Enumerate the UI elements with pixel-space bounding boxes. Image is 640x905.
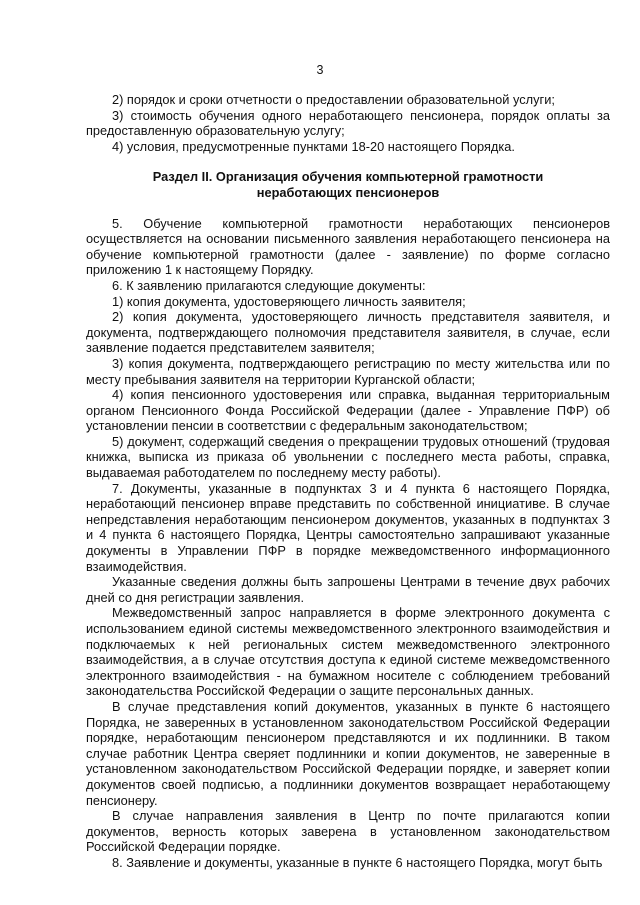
paragraph-6: 6. К заявлению прилагаются следующие документы: (112, 277, 426, 293)
section-heading (86, 169, 610, 200)
page-number: 3 (316, 63, 324, 77)
paragraph-8: 8. Заявление и документы, указанные в пункте 6 настоящего Порядка, могут быть (112, 854, 603, 870)
list-item: 1) копия документа, удостоверяющего личность заявителя; (112, 293, 466, 309)
list-item: 2) порядок и сроки отчетности о предоставлении образовательной услуги; (112, 92, 555, 107)
paragraph: В случае представления копий документов, указанных в пункте 6 настоящего Порядка, не заверенных в установленном законодательством Российской Федерации порядке, неработающим пенсионером представляются и их подлинники. В таком случае работник Центра сверяет подлинники и копии документов, не заверенные в установленном законодательством Российской Федерации порядке, и заверяет копии документов своей подписью, а подлинники документов возвращает неработающему пенсионеру. (86, 698, 610, 808)
list-item: 5) документ, содержащий сведения о прекращении трудовых отношений (трудовая книжка, выписка из приказа об увольнении с последнего места работы, справка, выдаваемая работодателем по последнему месту работы). (86, 433, 610, 481)
section-heading-line-1: Раздел II. Организация обучения компьютерной грамотности (152, 169, 544, 185)
list-item: 4) условия, предусмотренные пунктами 18-20 настоящего Порядка. (112, 138, 515, 154)
paragraph: Указанные сведения должны быть запрошены Центрами в течение двух рабочих дней со дня регистрации заявления. (86, 574, 610, 605)
paragraph: В случае направления заявления в Центр по почте прилагаются копии документов, верность которых заверена в установленном законодательством Российской Федерации порядке. (86, 808, 610, 855)
document-body (86, 92, 610, 871)
paragraph-7: 7. Документы, указанные в подпунктах 3 и 4 пункта 6 настоящего Порядка, неработающий пенсионер вправе представить по собственной инициативе. В случае непредставления неработающим пенсионером документов, указанных в подпунктах 3 и 4 пункта 6 настоящего Порядка, Центры самостоятельно запрашивают указанные документы в Управлении ПФР в порядке межведомственного информационного взаимодействия. (86, 480, 610, 574)
section-heading-line-2: неработающих пенсионеров (256, 184, 440, 200)
list-item: 4) копия пенсионного удостоверения или справка, выданная территориальным органом Пенсионного Фонда Российской Федерации (далее - Управление ПФР) об установлении пенсии в соответствии с федеральным законодательством; (86, 387, 610, 434)
list-item: 2) копия документа, удостоверяющего личность представителя заявителя, и документа, подтверждающего полномочия представителя заявителя, в случае, если заявление подается представителем заявителя; (86, 309, 610, 356)
list-item: 3) копия документа, подтверждающего регистрацию по месту жительства или по месту пребывания заявителя на территории Курганской области; (86, 355, 610, 387)
list-item: 3) стоимость обучения одного неработающего пенсионера, порядок оплаты за предоставленную образовательную услугу; (86, 107, 610, 139)
paragraph-5: 5. Обучение компьютерной грамотности неработающих пенсионеров осуществляется на основании письменного заявления неработающего пенсионера на обучение компьютерной грамотности (далее - заявление) по форме согласно приложению 1 к настоящему Порядку. (86, 215, 610, 278)
paragraph: Межведомственный запрос направляется в форме электронного документа с использованием единой системы межведомственного электронного взаимодействия и подключаемых к ней региональных систем межведомственного электронного взаимодействия, а в случае отсутствия доступа к единой системе межведомственного электронного взаимодействия - на бумажном носителе с соблюдением требований законодательства Российской Федерации о защите персональных данных. (86, 605, 610, 699)
